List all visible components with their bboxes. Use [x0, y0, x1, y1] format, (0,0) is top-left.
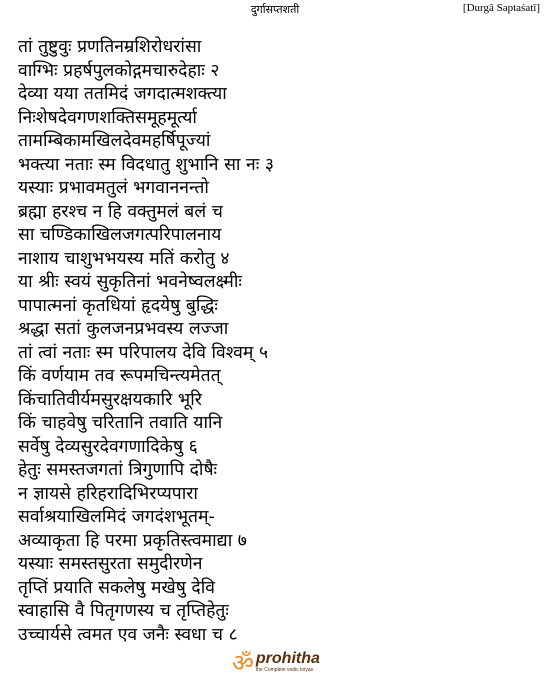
verse-line: पापात्मनां कृतधियां हृदयेषु बुद्धिः: [18, 295, 218, 316]
verse-line: तामम्बिकामखिलदेवमहर्षिपूज्यां: [18, 131, 211, 151]
logo-tagline: the Complete vedic kriyas: [255, 667, 314, 673]
prohitha-logo: [232, 648, 320, 676]
verse-line: हेतुः समस्तजगतां त्रिगुणापि दोषैः: [18, 460, 218, 480]
verse-line: तां त्वां नताः स्म परिपालय देवि विश्वम् ५: [18, 342, 269, 363]
verse-line: किंचातिवीर्यमसुरक्षयकारि भूरि: [18, 389, 202, 410]
verse-line: भक्त्या नताः स्म विदधातु शुभानि सा नः ३: [18, 154, 274, 175]
verse-line: वाग्भिः प्रहर्षपुलकोद्गमचारुदेहाः २: [18, 60, 220, 81]
verse-line: उच्चार्यसे त्वमत एव जनैः स्वधा च ८: [18, 624, 238, 645]
page-header-title: दुर्गासप्तशती: [250, 3, 300, 16]
verse-block: [18, 36, 538, 647]
verse-line: निःशेषदेवगणशक्तिसमूहमूर्त्या: [18, 107, 197, 128]
verse-line: अव्याकृता हि परमा प्रकृतिस्त्वमाद्या ७: [18, 530, 247, 551]
verse-line: न ज्ञायसे हरिहरादिभिरप्यपारा: [18, 483, 198, 504]
verse-line: यस्याः समस्तसुरता समुदीरणेन: [18, 554, 203, 574]
verse-line: या श्रीः स्वयं सुकृतिनां भवनेष्वलक्ष्मीः: [18, 272, 242, 292]
om-icon: ॐ: [232, 648, 254, 677]
verse-line: सा चण्डिकाखिलजगत्परिपालनाय: [18, 225, 222, 245]
page-header-latin-title: [Durgā Saptaśatī]: [462, 2, 540, 14]
verse-line: स्वाहासि वै पितृगणस्य च तृप्तिहेतुः: [18, 601, 229, 621]
verse-line: किं वर्णयाम तव रूपमचिन्त्यमेतत्: [18, 366, 221, 386]
logo-name: prohitha: [255, 650, 320, 667]
verse-line: श्रद्धा सतां कुलजनप्रभवस्य लज्जा: [18, 319, 229, 339]
verse-line: सर्वाश्रयाखिलमिदं जगदंशभूतम्-: [18, 507, 215, 527]
verse-line: यस्याः प्रभावमतुलं भगवाननन्तो: [18, 178, 209, 198]
verse-line: किं चाहवेषु चरितानि तवाति यानि: [18, 413, 223, 433]
verse-line: देव्या यया ततमिदं जगदात्मशक्त्या: [18, 84, 227, 104]
verse-line: सर्वेषु देव्यसुरदेवगणादिकेषु ६: [18, 436, 198, 457]
verse-line: नाशाय चाशुभभयस्य मतिं करोतु ४: [18, 248, 230, 269]
verse-line: ब्रह्मा हरश्च न हि वक्तुमलं बलं च: [18, 201, 223, 222]
verse-line: तृप्तिं प्रयाति सकलेषु मखेषु देवि: [18, 577, 215, 598]
verse-line: तां तुष्टुवुः प्रणतिनम्रशिरोधरांसा: [18, 37, 202, 57]
